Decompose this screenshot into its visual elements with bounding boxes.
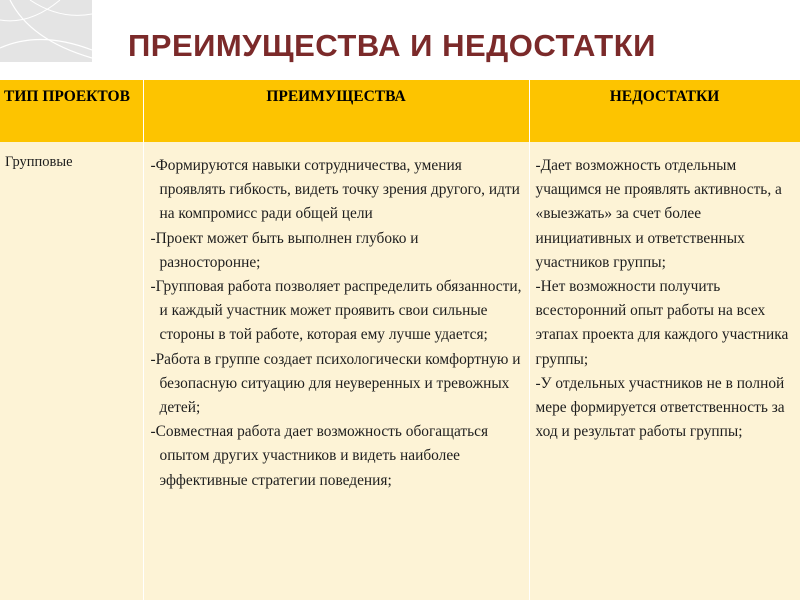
list-item: -Формируются навыки сотрудничества, умения проявлять гибкость, видеть точку зрения другого, идти на компромисс ради общей цели: [150, 157, 520, 223]
header-disadvantages: НЕДОСТАТКИ: [529, 80, 800, 142]
corner-decoration: [0, 0, 92, 62]
table-row: [0, 142, 800, 600]
header-advantages: ПРЕИМУЩЕСТВА: [143, 80, 529, 142]
list-item: -Нет возможности получить всесторонний опыт работы на всех этапах проекта для каждого участника группы;: [535, 278, 789, 368]
advantages-list: [150, 154, 523, 493]
list-item: -У отдельных участников не в полной мере формируется ответственность за ход и результат работы группы;: [535, 374, 785, 441]
cell-disadvantages: [529, 142, 800, 600]
decorative-curves-icon: [0, 0, 92, 62]
list-item: -Групповая работа позволяет распределить обязанности, и каждый участник может проявить свои сильные стороны в той работе, которая ему лучше удается;: [150, 278, 522, 344]
disadvantages-list: [536, 154, 794, 444]
list-item: -Дает возможность отдельным учащимся не проявлять активность, а «выезжать» за счет более инициативных и ответственных участников группы;: [535, 157, 782, 271]
cell-project-type: Групповые: [0, 142, 143, 600]
list-item: -Работа в группе создает психологически комфортную и безопасную ситуацию для неуверенных и тревожных детей;: [150, 350, 521, 417]
table-header-row: [0, 80, 800, 142]
cell-advantages: [143, 142, 529, 600]
slide-title: ПРЕИМУЩЕСТВА И НЕДОСТАТКИ: [128, 28, 656, 63]
list-item: -Совместная работа дает возможность обогащаться опытом других участников и видеть наиболее эффективные стратегии поведения;: [150, 423, 489, 489]
comparison-table: [0, 80, 800, 600]
list-item: -Проект может быть выполнен глубоко и разносторонне;: [150, 229, 419, 271]
header-project-type: ТИП ПРОЕКТОВ: [0, 80, 143, 142]
